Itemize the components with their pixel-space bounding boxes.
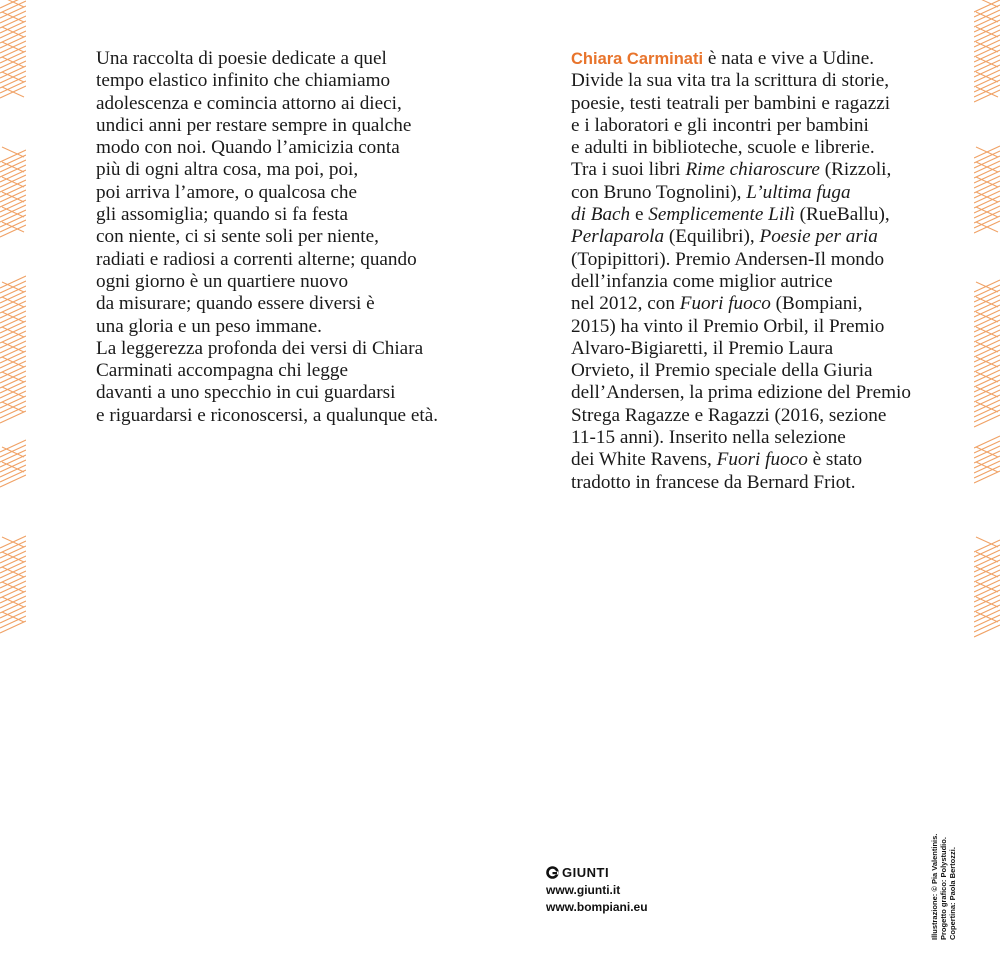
book-title: L’ultima fuga — [746, 181, 851, 203]
decorative-hatch-left — [0, 0, 26, 640]
blurb-line: Carminati accompagna chi legge — [96, 360, 348, 382]
blurb-line: una gloria e un peso immane. — [96, 315, 322, 337]
bio-text: (Bompiani, — [770, 293, 863, 315]
bio-line: Alvaro-Bigiaretti, il Premio Laura — [571, 337, 834, 359]
blurb-line: gli assomiglia; quando si fa festa — [96, 204, 349, 226]
blurb-line: poi arriva l’amore, o qualcosa che — [96, 181, 358, 203]
bio-line: Divide la sua vita tra la scrittura di storie, — [571, 70, 890, 92]
bio-text: (Rizzoli, — [819, 159, 892, 181]
credit-design: Progetto grafico: Polystudio. — [939, 837, 948, 940]
author-name: Chiara Carminati — [571, 50, 704, 68]
bio-text: (RueBallu), — [794, 204, 890, 226]
credit-cover: Copertina: Paola Bertozzi. — [948, 847, 957, 940]
bio-line: Strega Ragazze e Ragazzi (2016, sezione — [571, 404, 887, 426]
decorative-hatch-right — [974, 0, 1000, 640]
bio-line — [571, 204, 931, 226]
bio-text: (Equilibri), — [664, 226, 760, 248]
publisher-url-bompiani[interactable]: www.bompiani.eu — [546, 900, 648, 914]
book-title: Fuori fuoco — [679, 293, 771, 315]
bio-line — [571, 48, 931, 70]
blurb-line: da misurare; quando essere diversi è — [96, 293, 375, 315]
bio-text: nel 2012, con — [571, 293, 680, 315]
bio-line: (Topipittori). Premio Andersen-Il mondo — [571, 248, 885, 270]
blurb-line: modo con noi. Quando l’amicizia conta — [96, 137, 400, 159]
bio-line: Orvieto, il Premio speciale della Giuria — [571, 360, 873, 382]
credit-illustration: Illustrazione: © Pia Valentinis. — [930, 833, 939, 940]
bio-line: dell’infanzia come miglior autrice — [571, 270, 833, 292]
blurb-line: tempo elastico infinito che chiamiamo — [96, 70, 391, 92]
blurb-line: radiati e radiosi a correnti alterne; quando — [96, 248, 417, 270]
bio-line — [571, 159, 931, 181]
bio-text: e — [630, 204, 649, 226]
publisher-url-giunti[interactable]: www.giunti.it — [546, 883, 621, 897]
blurb-line: adolescenza e comincia attorno ai dieci, — [96, 92, 402, 114]
book-title: Fuori fuoco — [716, 449, 808, 471]
blurb-line: con niente, ci si sente soli per niente, — [96, 226, 379, 248]
bio-text: è stato — [807, 449, 863, 471]
bio-line: tradotto in francese da Bernard Friot. — [571, 471, 856, 493]
publisher-logo — [546, 862, 648, 882]
book-title: Rime chiaroscure — [685, 159, 820, 181]
publisher-block — [546, 862, 648, 916]
bio-line — [571, 226, 931, 248]
bio-line: 2015) ha vinto il Premio Orbil, il Premio — [571, 315, 885, 337]
publisher-logo-text: GIUNTI — [562, 864, 610, 880]
bio-text: è nata e vive a Udine. — [703, 48, 875, 69]
giunti-logo-icon — [546, 866, 559, 879]
blurb-line: davanti a uno specchio in cui guardarsi — [96, 382, 396, 404]
blurb-line: Una raccolta di poesie dedicate a quel — [96, 48, 387, 69]
bio-line — [571, 449, 931, 471]
book-title: Semplicemente Lilì — [648, 204, 795, 226]
book-title: di Bach — [571, 204, 631, 226]
blurb-line: ogni giorno è un quartiere nuovo — [96, 270, 349, 292]
bio-line — [571, 293, 931, 315]
bio-line — [571, 182, 931, 204]
bio-text: Tra i suoi libri — [571, 159, 686, 181]
blurb-text — [96, 48, 466, 427]
book-title: Poesie per aria — [759, 226, 878, 248]
author-bio — [571, 48, 931, 494]
bio-line: 11-15 anni). Inserito nella selezione — [571, 427, 846, 449]
bio-line: dell’Andersen, la prima edizione del Premio — [571, 382, 911, 404]
blurb-line: più di ogni altra cosa, ma poi, poi, — [96, 159, 359, 181]
book-title: Perlaparola — [571, 226, 665, 248]
blurb-line: e riguardarsi e riconoscersi, a qualunque età. — [96, 404, 439, 426]
bio-line: e adulti in biblioteche, scuole e librerie. — [571, 137, 875, 159]
bio-line: poesie, testi teatrali per bambini e ragazzi — [571, 92, 891, 114]
bio-text: con Bruno Tognolini), — [571, 181, 747, 203]
blurb-line: undici anni per restare sempre in qualche — [96, 114, 412, 136]
bio-text: dei White Ravens, — [571, 449, 717, 471]
credits-text — [930, 834, 957, 940]
blurb-line: La leggerezza profonda dei versi di Chiara — [96, 337, 424, 359]
bio-line: e i laboratori e gli incontri per bambini — [571, 114, 869, 136]
